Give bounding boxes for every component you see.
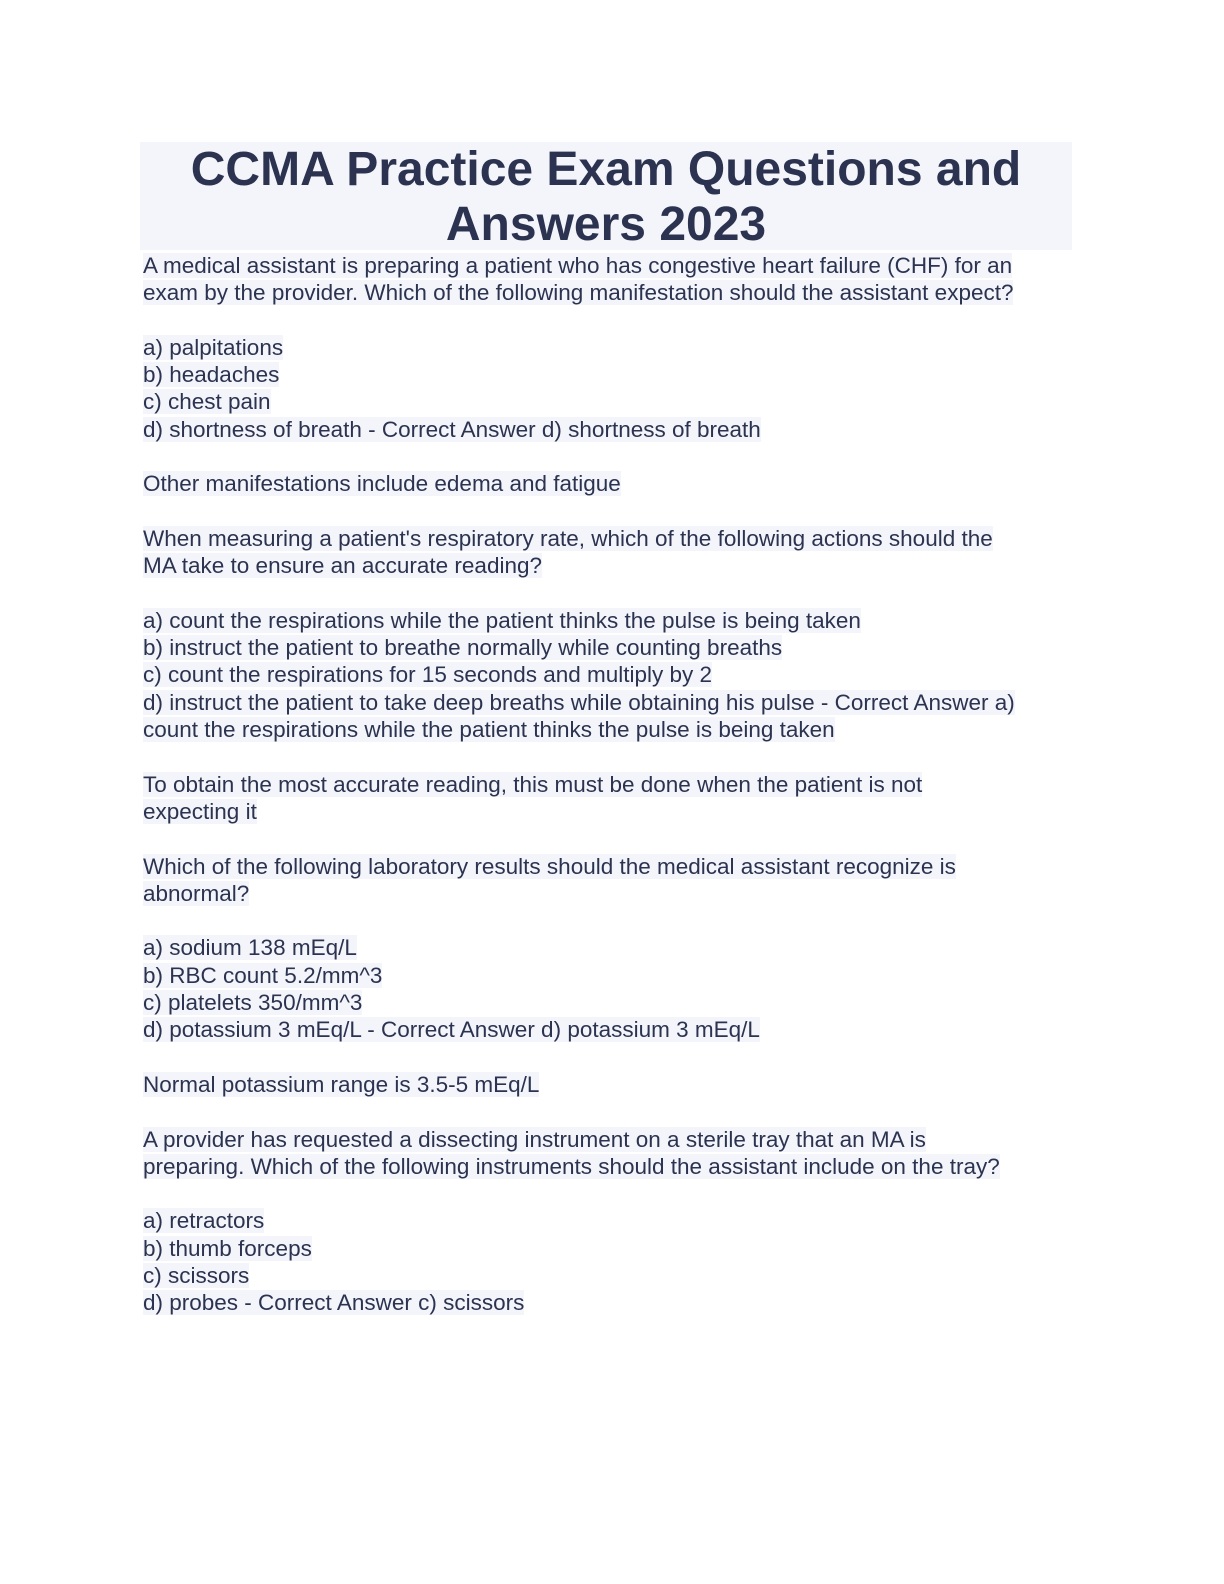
explanation-text: To obtain the most accurate reading, this must be done when the patient is not: [143, 771, 923, 797]
question-text: abnormal?: [143, 880, 250, 906]
answer-option: b) thumb forceps: [143, 1235, 312, 1261]
answer-option: a) count the respirations while the patient thinks the pulse is being taken: [143, 607, 861, 633]
question-text: A medical assistant is preparing a patient who has congestive heart failure (CHF) for an: [143, 253, 1013, 278]
answer-option: d) potassium 3 mEq/L - Correct Answer d) potassium 3 mEq/L: [143, 1017, 760, 1043]
question-1: [143, 252, 1083, 525]
question-text: exam by the provider. Which of the following manifestation should the assistant expect?: [143, 280, 1014, 306]
answer-option: c) chest pain: [143, 389, 271, 415]
title-block: [140, 142, 1072, 250]
question-3: [143, 853, 1083, 1126]
question-text: When measuring a patient's respiratory rate, which of the following actions should the: [143, 525, 993, 551]
title-line: CCMA Practice Exam Questions and: [190, 143, 1022, 196]
answer-option: b) instruct the patient to breathe normally while counting breaths: [143, 635, 783, 661]
explanation-text: expecting it: [143, 798, 257, 824]
explanation-text: Normal potassium range is 3.5-5 mEq/L: [143, 1071, 540, 1097]
answer-option: c) scissors: [143, 1262, 250, 1288]
question-text: MA take to ensure an accurate reading?: [143, 553, 543, 579]
answer-option: b) headaches: [143, 362, 280, 388]
answer-option: a) palpitations: [143, 334, 284, 360]
answer-option: c) count the respirations for 15 seconds and multiply by 2: [143, 662, 713, 688]
title-line: Answers 2023: [445, 198, 767, 251]
answer-option: a) retractors: [143, 1208, 265, 1234]
page-title: [140, 142, 1072, 252]
document-body: [143, 252, 1083, 1317]
question-text: Which of the following laboratory results should the medical assistant recognize is: [143, 853, 956, 879]
answer-option: b) RBC count 5.2/mm^3: [143, 962, 383, 988]
answer-option: d) instruct the patient to take deep breaths while obtaining his pulse - Correct Answer a): [143, 689, 1015, 715]
answer-option: d) shortness of breath - Correct Answer d) shortness of breath: [143, 416, 761, 442]
answer-option: c) platelets 350/mm^3: [143, 990, 363, 1016]
question-2: [143, 525, 1083, 853]
question-text: A provider has requested a dissecting instrument on a sterile tray that an MA is: [143, 1126, 926, 1152]
answer-option: a) sodium 138 mEq/L: [143, 935, 357, 961]
question-4: [143, 1126, 1083, 1317]
explanation-text: Other manifestations include edema and fatigue: [143, 471, 621, 497]
answer-option: count the respirations while the patient thinks the pulse is being taken: [143, 717, 835, 743]
question-text: preparing. Which of the following instruments should the assistant include on the tray?: [143, 1153, 1000, 1179]
answer-option: d) probes - Correct Answer c) scissors: [143, 1290, 525, 1316]
